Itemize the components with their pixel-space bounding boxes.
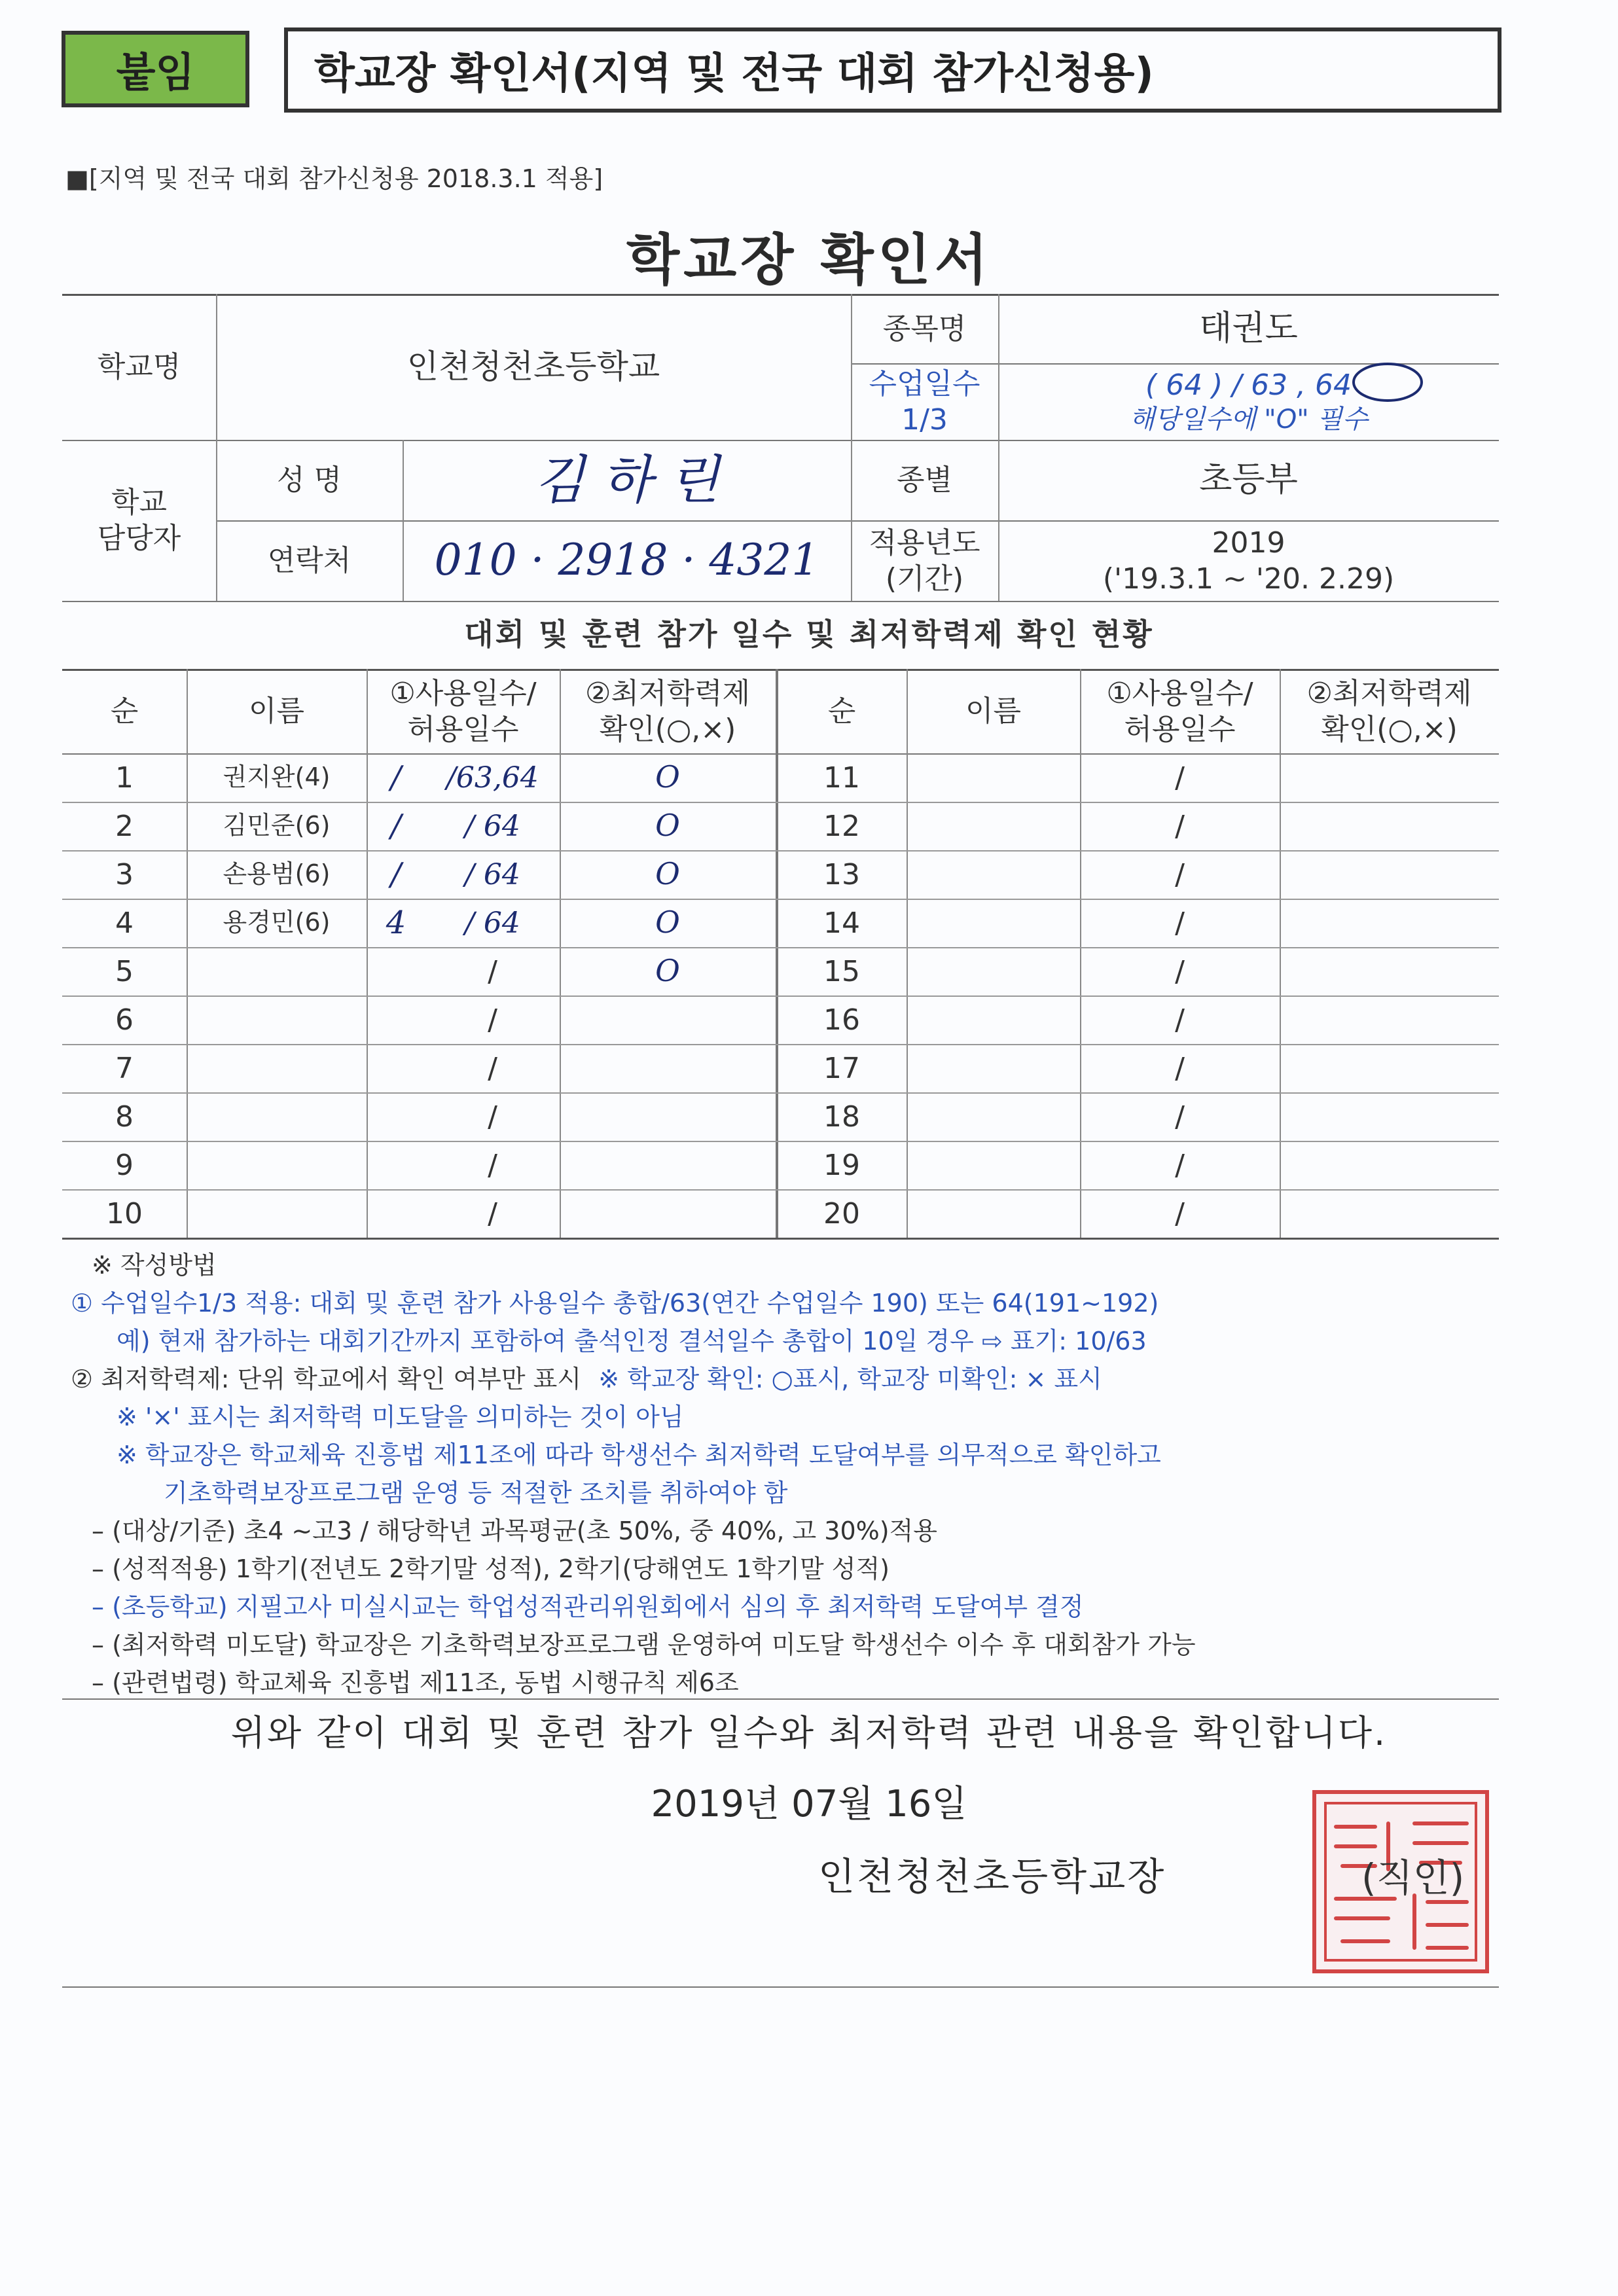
- document-title: 학교장 확인서: [626, 228, 992, 292]
- row-seq: 7: [115, 1051, 134, 1085]
- row-used: [367, 947, 425, 996]
- year-label-line1: 적용년도: [869, 526, 980, 560]
- row-used: /: [390, 856, 402, 893]
- principal-title: 인천청천초등학교장: [818, 1854, 1166, 1899]
- header-title: 학교장 확인서(지역 및 전국 대회 참가신청용): [284, 27, 1501, 113]
- note-2b: ※ '×' 표시는 최저학력 미도달을 의미하는 것이 아님: [117, 1403, 684, 1431]
- row-used: /: [390, 759, 402, 796]
- header-seq-left: 순: [110, 694, 139, 728]
- division-label: 종별: [896, 463, 952, 497]
- row-name: [907, 753, 1080, 802]
- contact-value: 010 · 2918 · 4321: [434, 535, 819, 586]
- row-name: [187, 947, 367, 996]
- row-seq: 3: [115, 857, 134, 891]
- row-check: [1280, 1092, 1499, 1141]
- row-allowed: /: [1175, 1100, 1185, 1134]
- row-allowed: /: [488, 1196, 497, 1230]
- row-seq: 12: [823, 809, 860, 843]
- note-detail-5: – (관련법령) 학교체육 진흥법 제11조, 동법 시행규칙 제6조: [92, 1668, 739, 1697]
- row-check: O: [655, 953, 680, 989]
- row-allowed: /: [1175, 1003, 1185, 1037]
- row-seq: 13: [823, 857, 860, 891]
- school-name-label: 학교명: [97, 350, 181, 384]
- note-detail-4: – (최저학력 미도달) 학교장은 기초학력보장프로그램 운영하여 미도달 학생선수 이수 후 대회참가 가능: [92, 1630, 1196, 1659]
- note-2a-blue: ※ 학교장 확인: ○표시, 학교장 미확인: × 표시: [598, 1365, 1102, 1393]
- row-name: 권지완(4): [223, 762, 331, 792]
- note-2c: ※ 학교장은 학교체육 진흥법 제11조에 따라 학생선수 최저학력 도달여부를 의무적으로 확인하고: [117, 1441, 1161, 1469]
- row-used: [367, 1189, 425, 1238]
- division-value: 초등부: [1199, 460, 1298, 499]
- section-title: 대회 및 훈련 참가 일수 및 최저학력제 확인 현황: [464, 617, 1154, 653]
- header-name-right: 이름: [965, 694, 1021, 728]
- header-used-line1: ①사용일수/: [1106, 676, 1253, 710]
- row-used: [367, 1141, 425, 1189]
- row-name: [907, 1044, 1080, 1092]
- row-name: 손용범(6): [223, 859, 331, 889]
- note-detail-2: – (성적적용) 1학기(전년도 2학기말 성적), 2학기(당해연도 1학기말 성적): [92, 1554, 890, 1583]
- header-used-line2: 허용일수: [1124, 712, 1236, 746]
- row-check: [560, 1092, 776, 1141]
- seal-label: (직인): [1361, 1856, 1465, 1900]
- row-name: [907, 802, 1080, 850]
- row-name: [187, 996, 367, 1044]
- note-2a-text: ② 최저학력제: 단위 학교에서 확인 여부만 표시: [71, 1365, 582, 1393]
- row-used: [367, 996, 425, 1044]
- row-used: /: [390, 808, 402, 844]
- row-name: [907, 1092, 1080, 1141]
- header-seq-right: 순: [827, 694, 856, 728]
- row-allowed: /: [1175, 857, 1185, 891]
- days-value-text: ( 64 ) / 63 , 64: [1145, 368, 1352, 402]
- notes-heading: ※ 작성방법: [92, 1251, 217, 1280]
- name-value: 김 하 린: [534, 449, 719, 511]
- note-1a: ① 수업일수1/3 적용: 대회 및 훈련 참가 사용일수 총합/63(연간 수업일수 190) 또는 64(191~192): [71, 1289, 1159, 1318]
- row-allowed: / 64: [465, 857, 520, 891]
- row-seq: 8: [115, 1100, 134, 1134]
- row-check: [1280, 996, 1499, 1044]
- row-seq: 11: [823, 761, 860, 795]
- header-check-line2: 확인(○,×): [599, 712, 736, 746]
- row-seq: 20: [823, 1196, 860, 1230]
- staff-label: [62, 440, 216, 601]
- row-check: [1280, 1044, 1499, 1092]
- row-allowed: /: [1175, 761, 1185, 795]
- row-seq: 18: [823, 1100, 860, 1134]
- row-used: [367, 1092, 425, 1141]
- row-check: [560, 1044, 776, 1092]
- header-check-line1: ②최저학력제: [1306, 676, 1472, 710]
- header-used-line2: 허용일수: [407, 712, 519, 746]
- year-value-text: 2019: [1212, 526, 1285, 560]
- circle-mark-icon: [1348, 360, 1427, 406]
- row-seq: 10: [106, 1196, 143, 1230]
- row-name: [187, 1141, 367, 1189]
- row-allowed: /: [1175, 1196, 1185, 1230]
- row-check: [1280, 1189, 1499, 1238]
- row-seq: 6: [115, 1003, 134, 1037]
- row-name: [187, 1189, 367, 1238]
- header-used-line1: ①사용일수/: [389, 676, 537, 710]
- row-check: O: [655, 856, 680, 892]
- row-name: [187, 1044, 367, 1092]
- school-name-value: 인천청천초등학교: [406, 348, 660, 386]
- row-allowed: / 64: [465, 809, 520, 843]
- row-seq: 17: [823, 1051, 860, 1085]
- row-name: [187, 1092, 367, 1141]
- row-allowed: /: [1175, 1148, 1185, 1182]
- year-label-line2: (기간): [885, 562, 964, 596]
- row-check: [1280, 753, 1499, 802]
- row-seq: 9: [115, 1148, 134, 1182]
- row-check: O: [655, 808, 680, 844]
- row-seq: 2: [115, 809, 134, 843]
- row-seq: 19: [823, 1148, 860, 1182]
- row-check: O: [655, 905, 680, 941]
- row-used: [367, 1044, 425, 1092]
- row-check: [560, 996, 776, 1044]
- row-seq: 5: [115, 954, 134, 988]
- row-check: O: [655, 759, 680, 795]
- row-allowed: / 64: [465, 906, 520, 940]
- row-allowed: /63,64: [446, 761, 539, 795]
- header-used-right: [1080, 669, 1280, 753]
- header-used-left: [367, 669, 560, 753]
- subnote: ■[지역 및 전국 대회 참가신청용 2018.3.1 적용]: [65, 164, 603, 193]
- row-allowed: /: [1175, 954, 1185, 988]
- row-allowed: /: [1175, 809, 1185, 843]
- row-allowed: /: [1175, 906, 1185, 940]
- header-check-right: [1280, 669, 1499, 753]
- header-name-left: 이름: [248, 694, 304, 728]
- event-value: 태권도: [1199, 308, 1298, 348]
- row-used: 4: [386, 905, 406, 941]
- header-check-line1: ②최저학력제: [585, 676, 750, 710]
- row-name: [907, 947, 1080, 996]
- row-name: [907, 850, 1080, 899]
- days-label: [851, 363, 998, 440]
- row-check: [1280, 802, 1499, 850]
- note-2a: [71, 1359, 1102, 1395]
- row-name: [907, 1141, 1080, 1189]
- row-check: [1280, 850, 1499, 899]
- note-1b: 예) 현재 참가하는 대회기간까지 포함하여 출석인정 결석일수 총합이 10일 경우 ⇨ 표기: 10/63: [117, 1327, 1147, 1355]
- contact-label: 연락처: [267, 544, 351, 577]
- row-check: [1280, 899, 1499, 947]
- row-check: [560, 1141, 776, 1189]
- row-seq: 16: [823, 1003, 860, 1037]
- row-allowed: /: [488, 954, 497, 988]
- days-label-line2: 1/3: [901, 403, 948, 437]
- year-period: ('19.3.1 ~ '20. 2.29): [1102, 562, 1395, 596]
- row-seq: 4: [115, 906, 134, 940]
- header-check-line2: 확인(○,×): [1321, 712, 1458, 746]
- row-check: [1280, 1141, 1499, 1189]
- row-check: [560, 1189, 776, 1238]
- year-value: [998, 520, 1499, 601]
- row-name: [907, 899, 1080, 947]
- note-2d: 기초학력보장프로그램 운영 등 적절한 조치를 취하여야 함: [164, 1479, 788, 1507]
- staff-label-line1: 학교: [111, 486, 167, 519]
- row-allowed: /: [488, 1100, 497, 1134]
- row-name: 김민준(6): [223, 811, 331, 840]
- row-allowed: /: [488, 1148, 497, 1182]
- days-hint: 해당일수에 "O" 필수: [1129, 404, 1368, 435]
- row-seq: 14: [823, 906, 860, 940]
- attachment-badge: 붙임: [62, 31, 249, 107]
- row-allowed: /: [488, 1051, 497, 1085]
- row-allowed: /: [488, 1003, 497, 1037]
- event-label: 종목명: [882, 312, 967, 346]
- row-name: [907, 1189, 1080, 1238]
- row-seq: 15: [823, 954, 860, 988]
- row-name: 용경민(6): [223, 908, 331, 937]
- row-seq: 1: [115, 761, 134, 795]
- header-check-left: [560, 669, 776, 753]
- row-allowed: /: [1175, 1051, 1185, 1085]
- note-detail-1: – (대상/기준) 초4 ~고3 / 해당학년 과목평균(초 50%, 중 40%, 고 30%)적용: [92, 1516, 937, 1545]
- closing-statement: 위와 같이 대회 및 훈련 참가 일수와 최저학력 관련 내용을 확인합니다.: [230, 1712, 1388, 1753]
- note-detail-3: – (초등학교) 지필고사 미실시교는 학업성적관리위원회에서 심의 후 최저학력 도달여부 결정: [92, 1592, 1084, 1621]
- year-label: [851, 520, 998, 601]
- days-label-line1: 수업일수: [869, 367, 980, 401]
- name-label: 성 명: [277, 463, 342, 497]
- staff-label-line2: 담당자: [97, 522, 181, 555]
- row-check: [1280, 947, 1499, 996]
- row-name: [907, 996, 1080, 1044]
- issue-date: 2019년 07월 16일: [651, 1783, 967, 1825]
